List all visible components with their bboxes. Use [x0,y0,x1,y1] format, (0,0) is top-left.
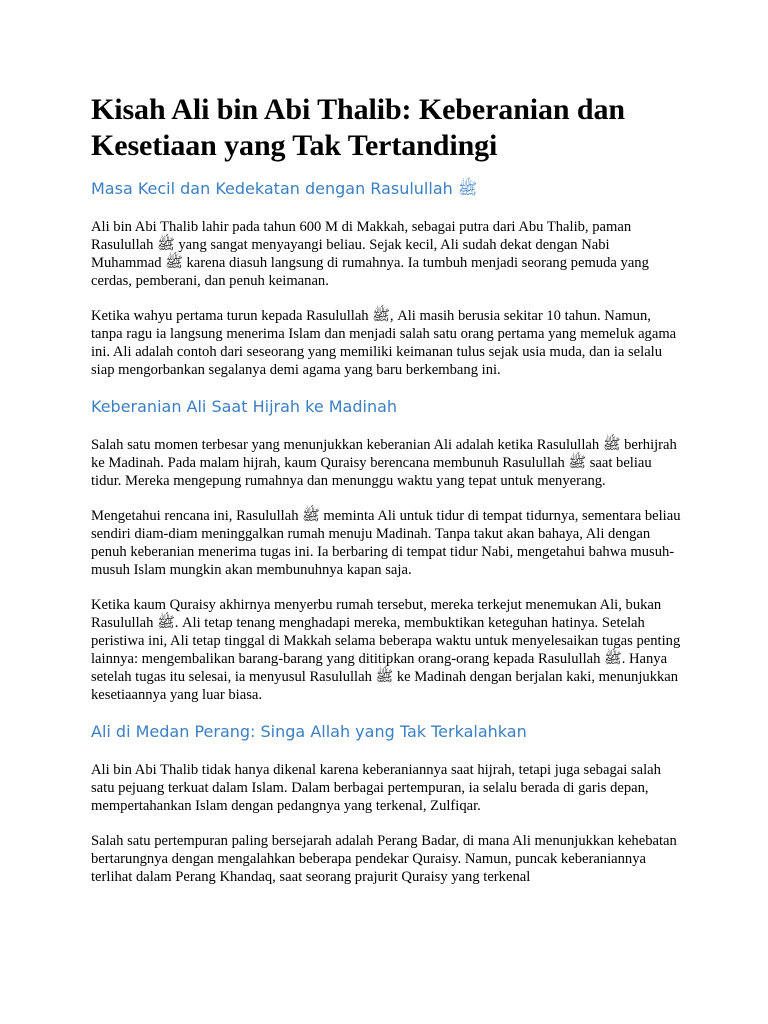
document-page [91,92,681,886]
section-heading-childhood: Masa Kecil dan Kedekatan dengan Rasulullah ﷺ [91,179,478,198]
paragraph: Ali bin Abi Thalib lahir pada tahun 600 M di Makkah, sebagai putra dari Abu Thalib, paman Rasulullah ﷺ yang sangat menyayangi beliau. Sejak kecil, Ali sudah dekat dengan Nabi Muhammad ﷺ karena diasuh langsung di rumahnya. Ia tumbuh menjadi seorang pemuda yang cerdas, pemberani, dan penuh keimanan. [91,219,649,289]
paragraph: Ketika wahyu pertama turun kepada Rasulullah ﷺ, Ali masih berusia sekitar 10 tahun. Namun, tanpa ragu ia langsung menerima Islam dan menjadi salah satu orang pertama yang memeluk agama ini. Ali adalah contoh dari seseorang yang memiliki keimanan tulus sejak usia muda, dan ia selalu siap mengorbankan segalanya demi agama yang baru berkembang ini. [91,308,677,378]
paragraph: Salah satu pertempuran paling bersejarah adalah Perang Badar, di mana Ali menunjukkan kehebatan bertarungnya dengan mengalahkan beberapa pendekar Quraisy. Namun, puncak keberaniannya terlihat dalam Perang Khandaq, saat seorang prajurit Quraisy yang terkenal [91,833,677,885]
section-heading-battlefield: Ali di Medan Perang: Singa Allah yang Tak Terkalahkan [91,722,527,741]
paragraph: Mengetahui rencana ini, Rasulullah ﷺ meminta Ali untuk tidur di tempat tidurnya, sementara beliau sendiri diam-diam meninggalkan rumah menuju Madinah. Tanpa takut akan bahaya, Ali dengan penuh keberanian menerima tugas ini. Ia berbaring di tempat tidur Nabi, mengetahui bahwa musuh-musuh Islam mungkin akan membunuhnya kapan saja. [91,508,681,578]
paragraph: Salah satu momen terbesar yang menunjukkan keberanian Ali adalah ketika Rasulullah ﷺ berhijrah ke Madinah. Pada malam hijrah, kaum Quraisy berencana membunuh Rasulullah ﷺ saat beliau tidur. Mereka mengepung rumahnya dan menunggu waktu yang tepat untuk menyerang. [91,437,677,489]
paragraph: Ali bin Abi Thalib tidak hanya dikenal karena keberaniannya saat hijrah, tetapi juga sebagai salah satu pejuang terkuat dalam Islam. Dalam berbagai pertempuran, ia selalu berada di garis depan, mempertahankan Islam dengan pedangnya yang terkenal, Zulfiqar. [91,762,661,814]
paragraph: Ketika kaum Quraisy akhirnya menyerbu rumah tersebut, mereka terkejut menemukan Ali, bukan Rasulullah ﷺ. Ali tetap tenang menghadapi mereka, membuktikan keteguhan hatinya. Setelah peristiwa ini, Ali tetap tinggal di Makkah selama beberapa waktu untuk menyelesaikan tugas penting lainnya: mengembalikan barang-barang yang dititipkan orang-orang kepada Rasulullah ﷺ. Hanya setelah tugas itu selesai, ia menyusul Rasulullah ﷺ ke Madinah dengan berjalan kaki, menunjukkan kesetiaannya yang luar biasa. [91,597,681,703]
document-title: Kisah Ali bin Abi Thalib: Keberanian dan Kesetiaan yang Tak Tertandingi [91,93,625,162]
section-heading-hijrah: Keberanian Ali Saat Hijrah ke Madinah [91,397,398,416]
